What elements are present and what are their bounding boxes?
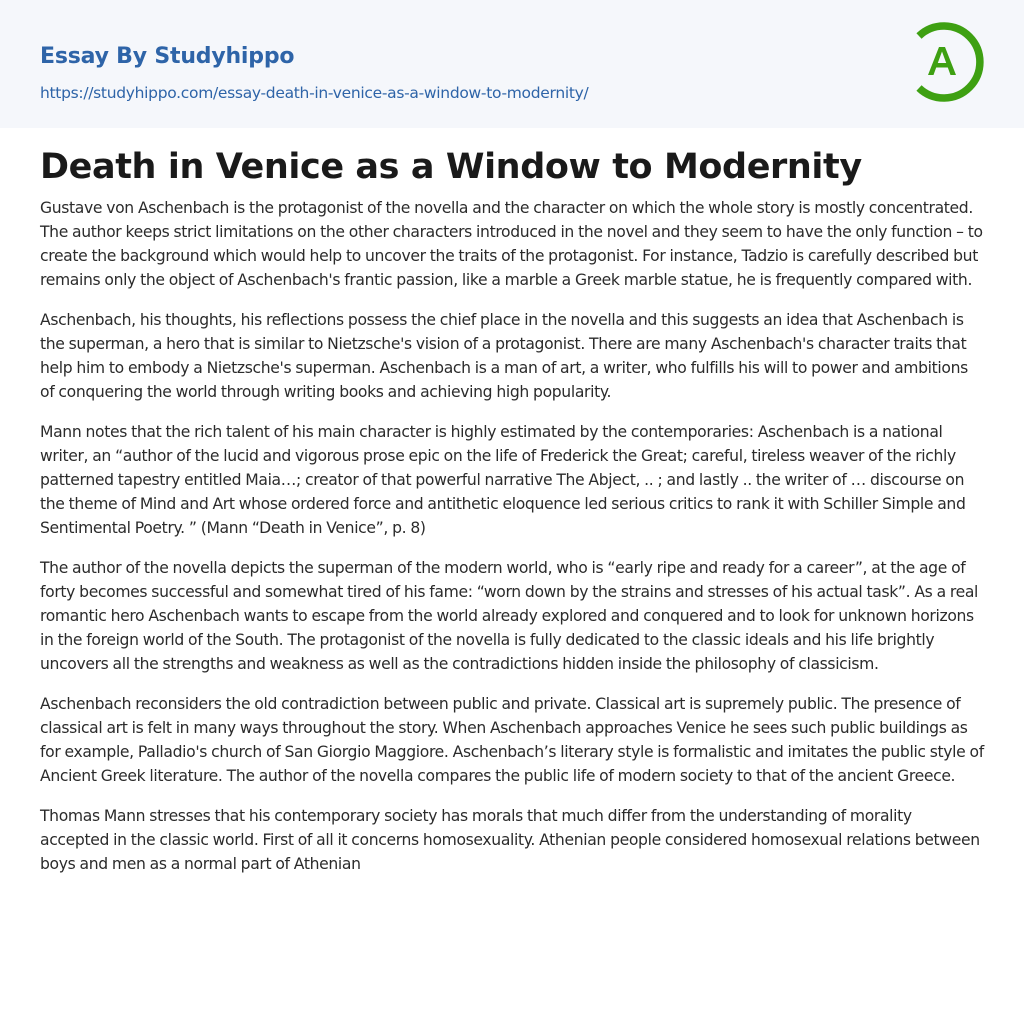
paragraph: Mann notes that the rich talent of his main character is highly estimated by the contemporaries: Aschenbach is a national writer, an “author of the lucid and vigorous prose epic on the life of Frederick the Great; careful, tireless weaver of the richly patterned tapestry entitled Maia…; creator of that powerful narrative The Abject, .. ; and lastly .. the writer of … discourse on the theme of Mind and Art whose ordered force and antithetic eloquence led serious critics to rank it with Schiller Simple and Sentimental Poetry. ” (Mann “Death in Venice”, p. 8)	[40, 423, 966, 537]
paragraph: Aschenbach reconsiders the old contradiction between public and private. Classical art is supremely public. The presence of classical art is felt in many ways throughout the story. When Aschenbach approaches Venice he sees such public buildings as for example, Palladio's church of San Giorgio Maggiore. Aschenbach’s literary style is formalistic and imitates the public style of Ancient Greek literature. The author of the novella compares the public life of modern society to that of the ancient Greece.	[40, 695, 984, 785]
studyhippo-logo-icon[interactable]	[912, 19, 986, 105]
article-body	[0, 144, 1024, 876]
site-header	[0, 0, 1024, 128]
page-title: Death in Venice as a Window to Modernity	[40, 147, 862, 187]
paragraph: The author of the novella depicts the superman of the modern world, who is “early ripe and ready for a career”, at the age of forty becomes successful and somewhat tired of his fame: “worn down by the strains and stresses of his actual task”. As a real romantic hero Aschenbach wants to escape from the world already explored and conquered and to look for unknown horizons in the foreign world of the South. The protagonist of the novella is fully dedicated to the classic ideals and his life brightly uncovers all the strengths and weakness as well as the contradictions hidden inside the philosophy of classicism.	[40, 559, 979, 673]
paragraph: Aschenbach, his thoughts, his reflections possess the chief place in the novella and this suggests an idea that Aschenbach is the superman, a hero that is similar to Nietzsche's vision of a protagonist. There are many Aschenbach's character traits that help him to embody a Nietzsche's superman. Aschenbach is a man of art, a writer, who fulfills his will to power and ambitions of conquering the world through writing books and achieving high popularity.	[40, 311, 968, 401]
essay-url-link[interactable]: https://studyhippo.com/essay-death-in-venice-as-a-window-to-modernity/	[40, 84, 589, 102]
brand-title: Essay By Studyhippo	[40, 44, 295, 69]
paragraph: Gustave von Aschenbach is the protagonist of the novella and the character on which the whole story is mostly concentrated. The author keeps strict limitations on the other characters introduced in the novel and they seem to have the only function – to create the background which would help to uncover the traits of the protagonist. For instance, Tadzio is carefully described but remains only the object of Aschenbach's frantic passion, like a marble a Greek marble statue, he is frequently compared with.	[40, 199, 983, 289]
paragraph: Thomas Mann stresses that his contemporary society has morals that much differ from the understanding of morality accepted in the classic world. First of all it concerns homosexuality. Athenian people considered homosexual relations between boys and men as a normal part of Athenian	[40, 807, 980, 873]
